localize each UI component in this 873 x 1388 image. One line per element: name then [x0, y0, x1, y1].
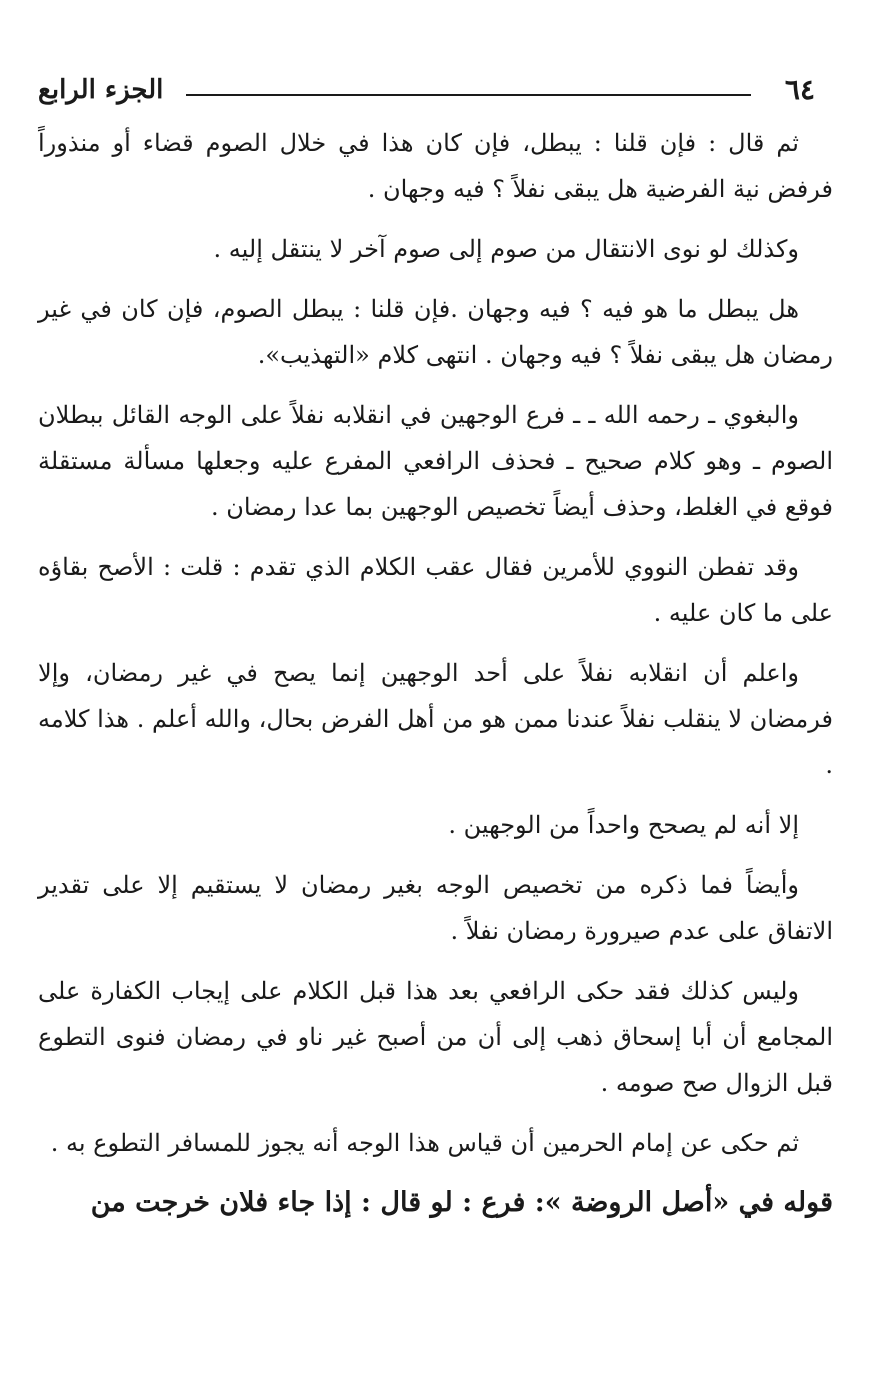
- body-text: [38, 120, 833, 1226]
- paragraph: هل يبطل ما هو فيه ؟ فيه وجهان .فإن قلنا : يبطل الصوم، فإن كان في غير رمضان هل يبقى نفلاً ؟ فيه وجهان . انتهى كلام «التهذيب».: [38, 295, 833, 369]
- paragraph: والبغوي ـ رحمه الله ـ ـ فرع الوجهين في انقلابه نفلاً على الوجه القائل ببطلان الصوم ـ وهو كلام صحيح ـ فحذف الرافعي المفرع عليه وجعلها مسألة مستقلة فوقع في الغلط، وحذف أيضاً تخصيص الوجهين بما عدا رمضان .: [38, 401, 833, 521]
- bold-citation-line: قوله في «أصل الروضة »: فرع : لو قال : إذا جاء فلان خرجت من: [90, 1187, 833, 1218]
- paragraph: وليس كذلك فقد حكى الرافعي بعد هذا قبل الكلام على إيجاب الكفارة على المجامع أن أبا إسحاق ذهب إلى أن من أصبح غير ناو في رمضان فنوى التطوع قبل الزوال صح صومه .: [38, 977, 833, 1097]
- paragraph: وأيضاً فما ذكره من تخصيص الوجه بغير رمضان لا يستقيم إلا على تقدير الاتفاق على عدم صيرورة رمضان نفلاً .: [38, 871, 833, 945]
- running-title: الجزء الرابع: [38, 75, 164, 105]
- paragraph: وقد تفطن النووي للأمرين فقال عقب الكلام الذي تقدم : قلت : الأصح بقاؤه على ما كان عليه .: [38, 553, 833, 627]
- paragraph: ثم حكى عن إمام الحرمين أن قياس هذا الوجه أنه يجوز للمسافر التطوع به .: [50, 1129, 799, 1157]
- paragraph: ثم قال : فإن قلنا : يبطل، فإن كان هذا في خلال الصوم قضاء أو منذوراً فرفض نية الفرضية هل يبقى نفلاً ؟ فيه وجهان .: [38, 129, 833, 203]
- header-rule: [186, 94, 751, 96]
- paragraph: إلا أنه لم يصحح واحداً من الوجهين .: [448, 811, 799, 839]
- document-page: [38, 72, 833, 1240]
- page-number: ٦٤: [784, 73, 815, 106]
- paragraph: وكذلك لو نوى الانتقال من صوم إلى صوم آخر لا ينتقل إليه .: [213, 235, 799, 263]
- page-header: [38, 72, 833, 112]
- paragraph: واعلم أن انقلابه نفلاً على أحد الوجهين إنما يصح في غير رمضان، وإلا فرمضان لا ينقلب نفلاً عندنا ممن هو من أهل الفرض بحال، والله أعلم . هذا كلامه .: [38, 659, 834, 779]
